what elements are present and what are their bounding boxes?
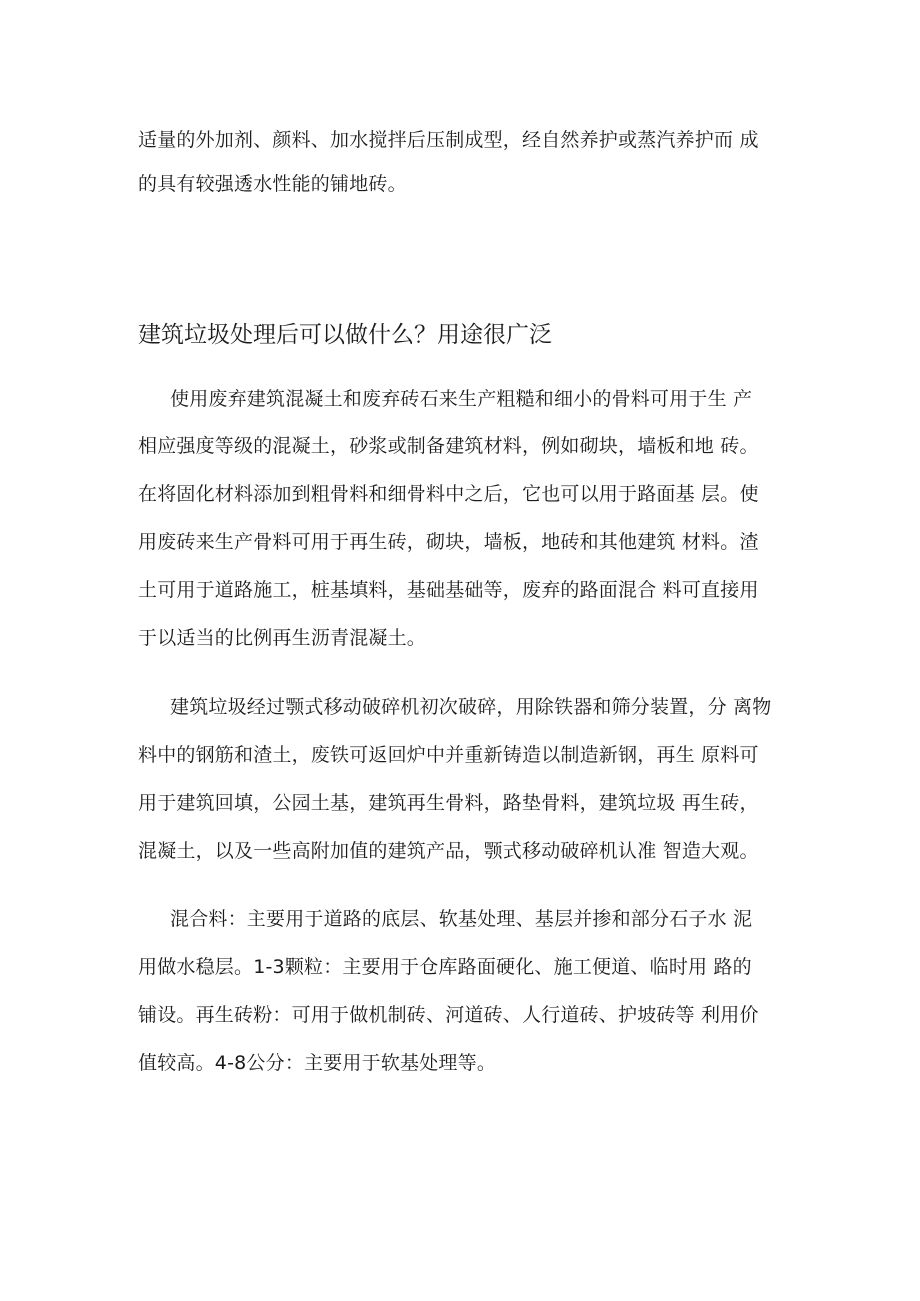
paragraph-1-line-1: 使用废弃建筑混凝土和废弃砖石来生产粗糙和细小的骨料可用于生 产: [170, 388, 753, 410]
paragraph-3-line-2: 用做水稳层。1-3颗粒：主要用于仓库路面硬化、施工便道、临时用 路的: [138, 956, 752, 978]
intro-line-2: 的具有较强透水性能的铺地砖。: [138, 173, 407, 195]
paragraph-3-line-4: 值较高。4-8公分：主要用于软基处理等。: [138, 1052, 497, 1074]
section-heading: 建筑垃圾处理后可以做什么？用途很广泛: [138, 322, 552, 348]
paragraph-3-line-1: 混合料：主要用于道路的底层、软基处理、基层并掺和部分石子水 泥: [170, 908, 753, 930]
paragraph-1-line-6: 于以适当的比例再生沥青混凝土。: [138, 627, 427, 649]
paragraph-2-line-2: 料中的钢筋和渣土，废铁可返回炉中并重新铸造以制造新钢，再生 原料可: [138, 744, 759, 766]
intro-line-1: 适量的外加剂、颜料、加水搅拌后压制成型，经自然养护或蒸汽养护而 成: [138, 129, 759, 151]
paragraph-2-line-1: 建筑垃圾经过颚式移动破碎机初次破碎，用除铁器和筛分装置，分 离物: [170, 696, 772, 718]
paragraph-2-line-4: 混凝土，以及一些高附加值的建筑产品，颚式移动破碎机认准 智造大观。: [138, 840, 759, 862]
paragraph-1-line-3: 在将固化材料添加到粗骨料和细骨料中之后，它也可以用于路面基 层。使: [138, 483, 759, 505]
paragraph-1-line-4: 用废砖来生产骨料可用于再生砖，砌块，墙板，地砖和其他建筑 材料。渣: [138, 531, 759, 553]
paragraph-1-line-5: 土可用于道路施工，桩基填料，基础基础等，废弃的路面混合 料可直接用: [138, 579, 759, 601]
paragraph-2-line-3: 用于建筑回填，公园土基，建筑再生骨料，路垫骨料，建筑垃圾 再生砖，: [138, 792, 759, 814]
paragraph-1-line-2: 相应强度等级的混凝土，砂浆或制备建筑材料，例如砌块，墙板和地 砖。: [138, 435, 759, 457]
paragraph-3-line-3: 铺设。再生砖粉：可用于做机制砖、河道砖、人行道砖、护坡砖等 利用价: [138, 1004, 759, 1026]
